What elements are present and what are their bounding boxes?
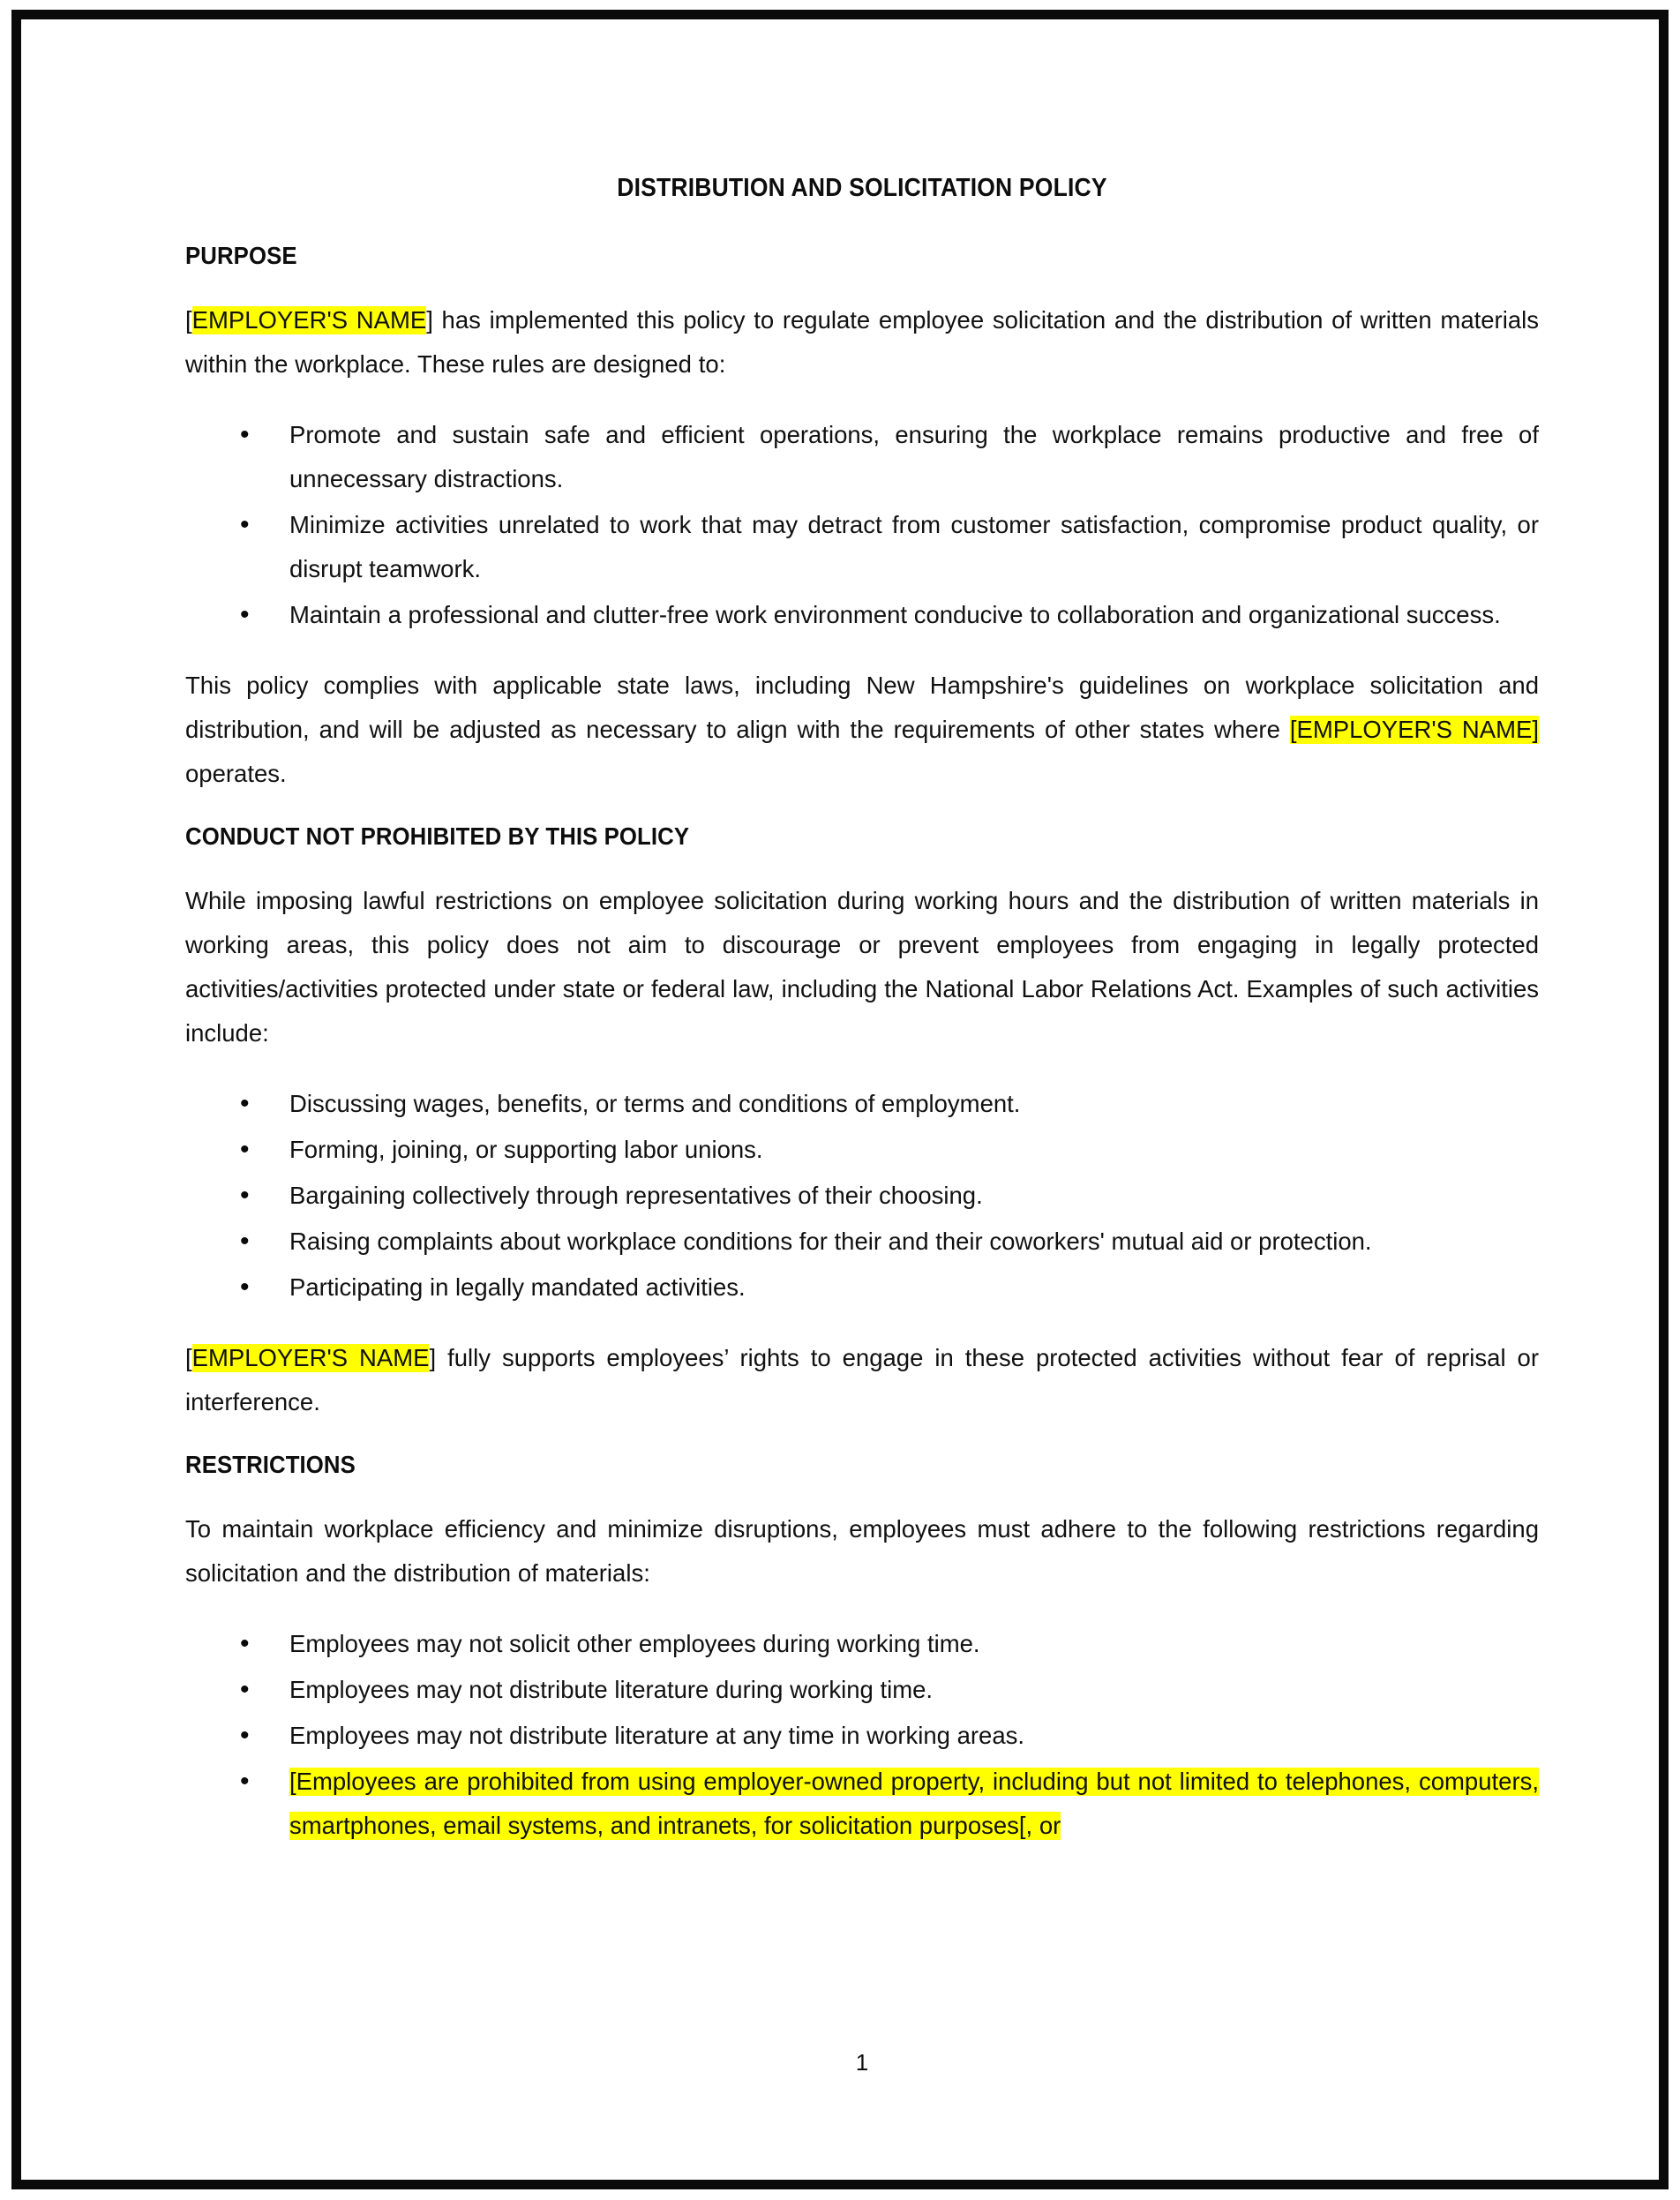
list-item: • Discussing wages, benefits, or terms and conditions of employment.	[185, 1082, 1539, 1126]
purpose-closing-paragraph	[185, 664, 1539, 796]
section-heading-purpose: PURPOSE	[185, 242, 297, 269]
section-heading-conduct-not-prohibited: CONDUCT NOT PROHIBITED BY THIS POLICY	[185, 822, 690, 850]
section-heading-restrictions: RESTRICTIONS	[185, 1451, 356, 1478]
purpose-intro-rest: ] has implemented this policy to regulate employee solicitation and the distribution of written materials within the workplace. These rules are designed to:	[185, 306, 1539, 378]
employer-name-placeholder: EMPLOYER'S NAME	[191, 306, 427, 334]
employer-name-placeholder: EMPLOYER'S NAME	[191, 1344, 430, 1371]
document-body	[185, 174, 1539, 1874]
conduct-intro-paragraph: While imposing lawful restrictions on employee solicitation during working hours and the distribution of written materials in working areas, this policy does not aim to discourage or prevent employees from engaging in legally protected activities/activities protected under state or federal law, including the National Labor Relations Act. Examples of such activities include:	[185, 887, 1539, 1047]
page-title: DISTRIBUTION AND SOLICITATION POLICY	[617, 174, 1107, 202]
page-number: 1	[855, 2049, 869, 2076]
restrictions-intro-paragraph: To maintain workplace efficiency and minimize disruptions, employees must adhere to the following restrictions regarding solicitation and the distribution of materials:	[185, 1515, 1539, 1587]
purpose-bullet-list	[185, 413, 1539, 637]
list-item: • Employees may not distribute literature at any time in working areas.	[185, 1714, 1539, 1758]
list-item-highlighted	[185, 1760, 1539, 1848]
list-item: • Maintain a professional and clutter-free work environment conducive to collaboration and organizational success.	[185, 593, 1539, 637]
list-item: • Employees may not distribute literature during working time.	[185, 1668, 1539, 1712]
list-item: • Bargaining collectively through representatives of their choosing.	[185, 1174, 1539, 1218]
purpose-closing-suffix: operates.	[185, 760, 287, 787]
list-item: • Raising complaints about workplace conditions for their and their coworkers' mutual aid or protection.	[185, 1220, 1539, 1264]
conduct-bullet-list	[185, 1082, 1539, 1310]
conduct-closing-rest: ] fully supports employees’ rights to engage in these protected activities without fear of reprisal or interference.	[185, 1344, 1539, 1415]
restrictions-highlighted-text: [Employees are prohibited from using employer-owned property, including but not limited to telephones, computers, smartphones, email systems, and intranets, for solicitation purposes[, or	[289, 1768, 1539, 1839]
conduct-bracket-open: [	[185, 1344, 192, 1371]
list-item: • Minimize activities unrelated to work that may detract from customer satisfaction, compromise product quality, or disrupt teamwork.	[185, 503, 1539, 591]
list-item: • Employees may not solicit other employees during working time.	[185, 1622, 1539, 1666]
conduct-closing-paragraph	[185, 1336, 1539, 1424]
list-item: • Forming, joining, or supporting labor unions.	[185, 1128, 1539, 1172]
list-item: • Participating in legally mandated activities.	[185, 1265, 1539, 1310]
page-border-frame	[11, 10, 1669, 2189]
list-item: • Promote and sustain safe and efficient operations, ensuring the workplace remains productive and free of unnecessary distractions.	[185, 413, 1539, 501]
purpose-closing-prefix: This policy complies with applicable state laws, including New Hampshire's guidelines on workplace solicitation and distribution, and will be adjusted as necessary to align with the requirements of other states where	[185, 672, 1539, 743]
purpose-bracket-open: [	[185, 306, 192, 334]
restrictions-bullet-list	[185, 1622, 1539, 1848]
purpose-intro-paragraph	[185, 298, 1539, 387]
employer-name-placeholder: [EMPLOYER'S NAME]	[1289, 716, 1539, 743]
